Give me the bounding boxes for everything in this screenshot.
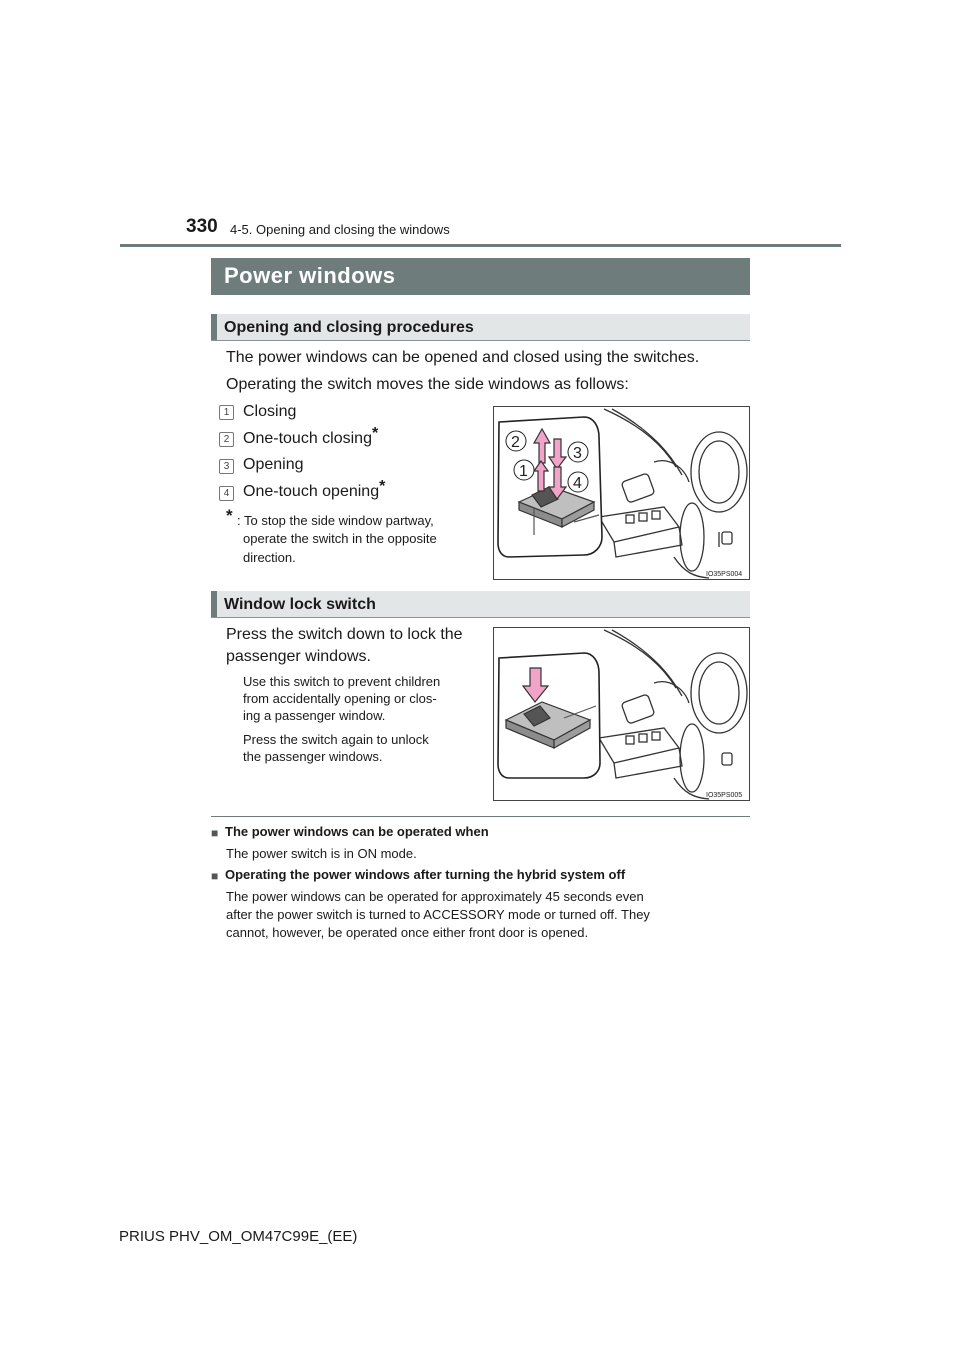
section-heading-text: Opening and closing procedures xyxy=(224,319,474,336)
figure-label-3: 3 xyxy=(573,445,582,462)
intro-text-1: The power windows can be opened and closed using the switches. xyxy=(226,349,700,366)
figure-label-4: 4 xyxy=(573,475,582,492)
title-bar xyxy=(211,258,750,295)
intro-text-2: Operating the switch moves the side windows as follows: xyxy=(226,376,629,393)
note-line: after the power switch is turned to ACCESSORY mode or turned off. They xyxy=(226,907,650,922)
footnote-line: direction. xyxy=(243,550,296,565)
switch-illustration-2 xyxy=(493,627,750,801)
note-line: cannot, however, be operated once either front door is opened. xyxy=(226,925,589,940)
list-number: 2 xyxy=(219,432,234,447)
asterisk-mark: * xyxy=(371,425,379,442)
lock-note-line: ing a passenger window. xyxy=(243,708,386,723)
list-number: 3 xyxy=(219,459,234,474)
figure-label-1: 1 xyxy=(519,463,528,480)
asterisk-mark: * xyxy=(379,478,386,495)
notes-divider xyxy=(211,816,750,817)
lock-note-line: the passenger windows. xyxy=(243,749,383,764)
figure-id: IO35PS004 xyxy=(706,571,743,578)
list-item-opening: Opening xyxy=(243,456,304,473)
list-item-one-touch-opening: One-touch opening* xyxy=(243,478,386,500)
note-line: The power windows can be operated for approximately 45 seconds even xyxy=(226,889,644,904)
footnote-line: : To stop the side window partway, xyxy=(237,513,434,528)
section-heading-opening-closing xyxy=(211,314,750,341)
list-item-closing: Closing xyxy=(243,403,297,420)
section-heading-window-lock xyxy=(211,591,750,618)
lock-switch-drawing xyxy=(494,628,749,800)
list-number: 1 xyxy=(219,405,234,420)
lock-text-line: Press the switch down to lock the xyxy=(226,626,463,643)
footer-manual-id: PRIUS PHV_OM_OM47C99E_(EE) xyxy=(119,1228,358,1245)
section-reference: 4-5. Opening and closing the windows xyxy=(230,222,450,237)
square-bullet-icon: ■ xyxy=(211,869,219,883)
header-rule xyxy=(120,244,841,247)
section-heading-text: Window lock switch xyxy=(224,596,376,613)
square-bullet-icon: ■ xyxy=(211,826,219,840)
switch-illustration-1 xyxy=(493,406,750,580)
lock-text-line: passenger windows. xyxy=(226,648,371,665)
page-title: Power windows xyxy=(224,263,396,288)
note-line: The power switch is in ON mode. xyxy=(226,846,417,861)
figure-label-2: 2 xyxy=(511,434,520,451)
page-number: 330 xyxy=(186,216,218,237)
lock-note-line: Press the switch again to unlock xyxy=(243,732,429,747)
list-item-one-touch-closing: One-touch closing* xyxy=(243,425,379,447)
window-switch-drawing xyxy=(494,407,749,579)
note-heading: The power windows can be operated when xyxy=(225,824,489,839)
lock-note-line: from accidentally opening or clos- xyxy=(243,691,437,706)
note-heading: Operating the power windows after turning the hybrid system off xyxy=(225,867,626,882)
list-number: 4 xyxy=(219,486,234,501)
footnote-line: operate the switch in the opposite xyxy=(243,531,437,546)
footnote-mark: * xyxy=(226,506,233,525)
lock-note-line: Use this switch to prevent children xyxy=(243,674,441,689)
figure-id: IO35PS005 xyxy=(706,792,743,799)
